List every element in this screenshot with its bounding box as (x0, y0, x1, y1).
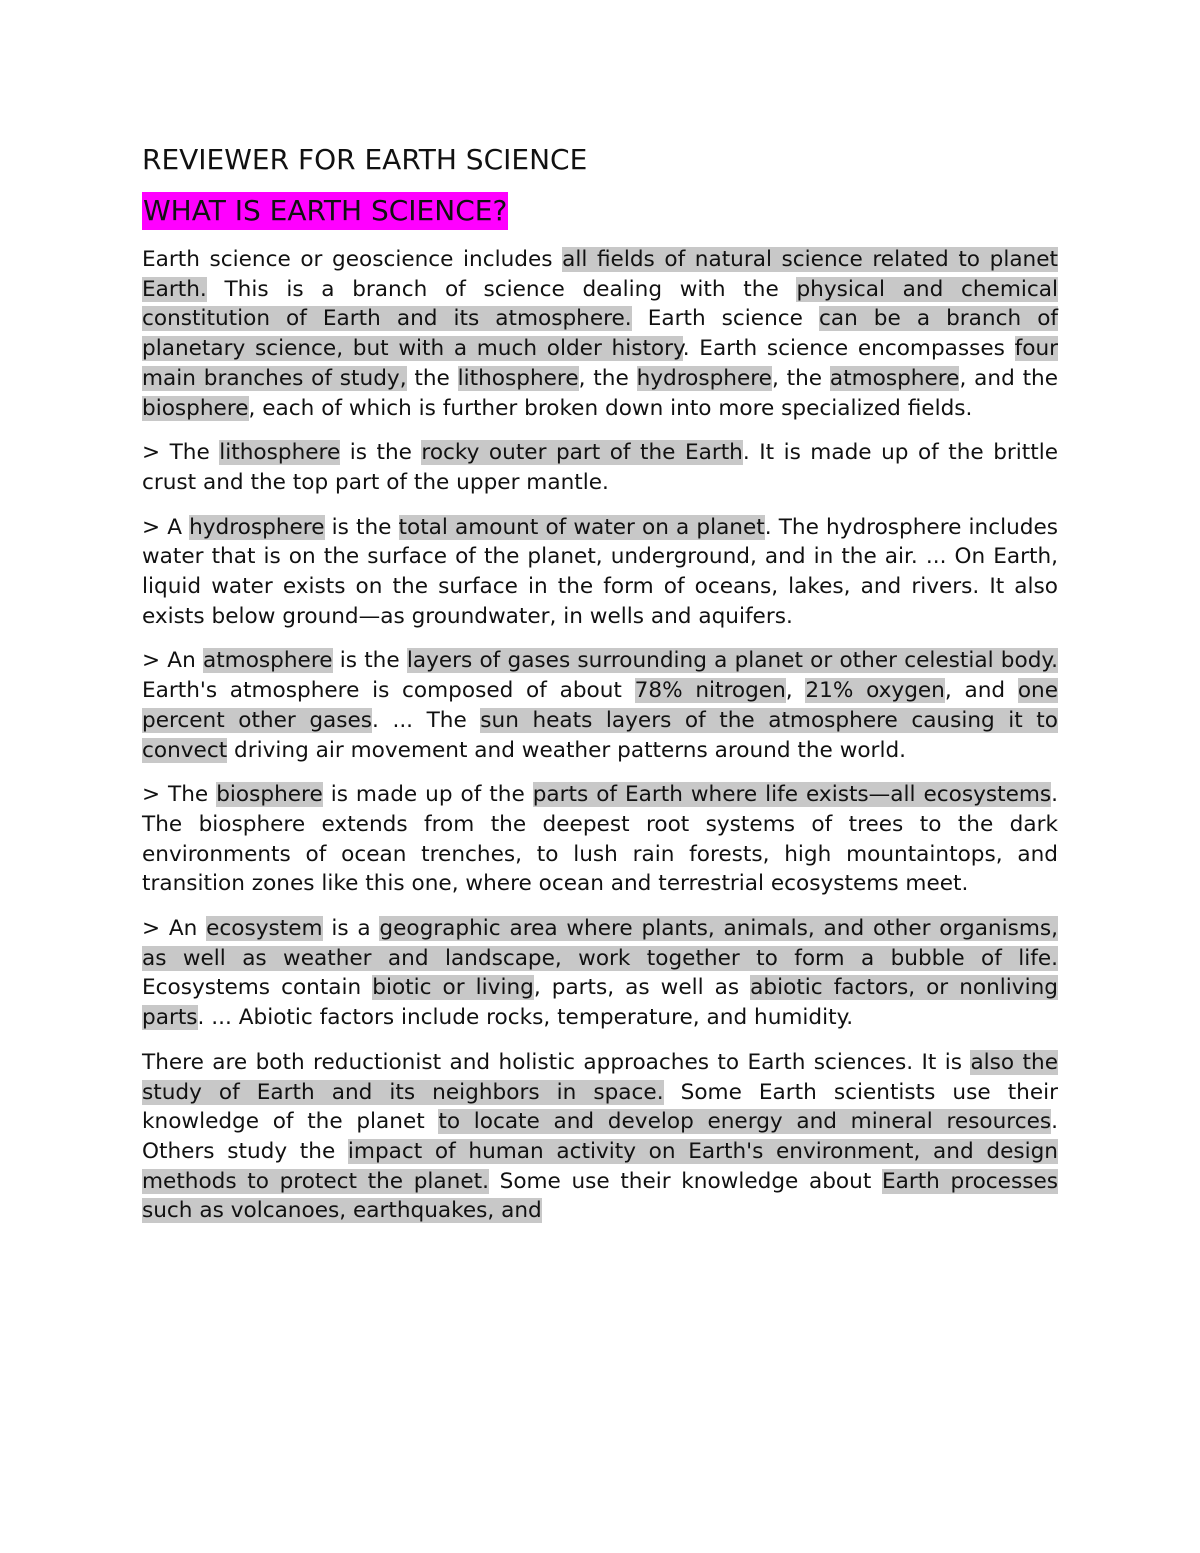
highlighted-text: sun heats layers of the atmosphere causing it to convect (142, 707, 1058, 763)
paragraph (142, 914, 1058, 1033)
highlighted-text: physical and chemical constitution of Earth and its atmosphere. (142, 276, 1058, 332)
paragraph-text: > The (142, 440, 220, 466)
paragraph-text: There are both reductionist and holistic approaches to Earth sciences. It is (142, 1049, 971, 1075)
paragraph (142, 245, 1058, 423)
highlighted-text: 78% nitrogen (634, 678, 786, 704)
paragraph-text: . The hydrosphere includes water that is on the surface of the planet, underground, and in the air. ... On Earth, liquid water exists on the surface in the form of oceans, lakes, and rivers. It also exists below ground—as groundwater, in wells and aquifers. (142, 514, 1058, 629)
paragraph (142, 780, 1058, 899)
highlighted-text: four main branches of study, (142, 336, 1059, 391)
paragraph-text: Ecosystems contain (142, 975, 373, 1001)
paragraph-text: Earth science or geoscience includes (142, 247, 563, 272)
paragraph-text: is the (340, 440, 422, 466)
highlighted-text: parts of Earth where life exists—all ecosystems (532, 782, 1052, 808)
paragraph-text: . It is made up of the brittle crust and the top part of the upper mantle. (142, 440, 1058, 495)
highlighted-text: biosphere (216, 782, 323, 808)
paragraph-text: , parts, as well as (533, 975, 751, 1001)
paragraph-text: > An (142, 916, 207, 942)
highlighted-text: Earth processes such as volcanoes, earthquakes, and (142, 1168, 1058, 1224)
highlighted-text: ecosystem (206, 916, 323, 942)
paragraph-text: Some use their knowledge about (488, 1168, 882, 1194)
paragraph (142, 1048, 1058, 1226)
paragraph-text: Earth's atmosphere is composed of about (142, 678, 635, 704)
paragraph-text: > An (142, 648, 203, 674)
highlighted-text: lithosphere (219, 440, 341, 466)
paragraph-text: Some Earth scientists use their knowledge of the planet (142, 1079, 1059, 1135)
paragraph (142, 513, 1058, 632)
paragraph-text: , each of which is further broken down into more specialized fields. (248, 395, 973, 421)
paragraph-text: . The biosphere extends from the deepest root systems of trees to the dark environments of ocean trenches, to lush rain forests, high mountaintops, and transition zones like this one, where ocean and terrestrial ecosystems meet. (142, 782, 1059, 897)
paragraph-text: , the (771, 365, 830, 391)
highlighted-text: abiotic factors, or nonliving parts (142, 975, 1058, 1031)
paragraph-text: Earth science (631, 306, 819, 332)
highlighted-text: hydrosphere (189, 514, 325, 540)
paragraph-text: , and the (959, 365, 1059, 391)
paragraph-text: . Others study the (142, 1109, 1058, 1164)
highlighted-text: can be a branch of planetary science, but with a much older history (142, 306, 1059, 362)
paragraph-text: . ... Abiotic factors include rocks, temperature, and humidity. (197, 1005, 854, 1031)
highlighted-text: to locate and develop energy and mineral resources (438, 1109, 1052, 1135)
paragraph-text: driving air movement and weather patterns around the world. (227, 737, 907, 763)
paragraph (142, 438, 1058, 497)
paragraph-text: , and (944, 678, 1018, 704)
highlighted-text: atmosphere (829, 365, 960, 391)
paragraph-text: , (785, 678, 806, 704)
paragraph-text: , the (578, 365, 637, 391)
paragraph-text: is a (322, 916, 380, 942)
highlighted-text: biotic or living (372, 975, 534, 1001)
highlighted-text: layers of gases surrounding a planet or other celestial body. (406, 648, 1058, 674)
paragraph-list (142, 245, 1058, 1226)
highlighted-text: impact of human activity on Earth's environment, and design methods to protect the planet. (142, 1138, 1058, 1194)
paragraph-text: This is a branch of science dealing with the (206, 276, 797, 302)
highlighted-text: rocky outer part of the Earth (421, 440, 743, 466)
document-body (142, 140, 1058, 1241)
paragraph-text: is made up of the (322, 782, 533, 808)
paragraph-text: is the (332, 648, 407, 674)
document-title: REVIEWER FOR EARTH SCIENCE (142, 143, 588, 176)
highlighted-text: total amount of water on a planet (398, 514, 765, 540)
highlighted-text: also the study of Earth and its neighbors in space. (142, 1049, 1058, 1105)
highlighted-text: geographic area where plants, animals, and other organisms, as well as weather and landscape, work together to form a bubble of life. (142, 916, 1059, 971)
highlighted-text: one percent other gases (142, 678, 1058, 733)
section-heading-wrapper (142, 192, 1058, 236)
highlighted-text: atmosphere (202, 648, 333, 674)
section-heading: WHAT IS EARTH SCIENCE? (142, 192, 508, 230)
highlighted-text: biosphere (142, 395, 249, 421)
paragraph-text: . ... The (372, 707, 481, 733)
highlighted-text: all fields of natural science related to planet Earth. (142, 247, 1058, 302)
paragraph-text: is the (324, 514, 399, 540)
highlighted-text: 21% oxygen (805, 678, 945, 704)
paragraph-text: the (406, 365, 458, 391)
paragraph-text: > The (142, 782, 217, 808)
paragraph-text: . Earth science encompasses (682, 336, 1015, 362)
paragraph-text: > A (142, 514, 190, 540)
highlighted-text: lithosphere (457, 365, 579, 391)
highlighted-text: hydrosphere (636, 365, 772, 391)
paragraph (142, 646, 1058, 765)
